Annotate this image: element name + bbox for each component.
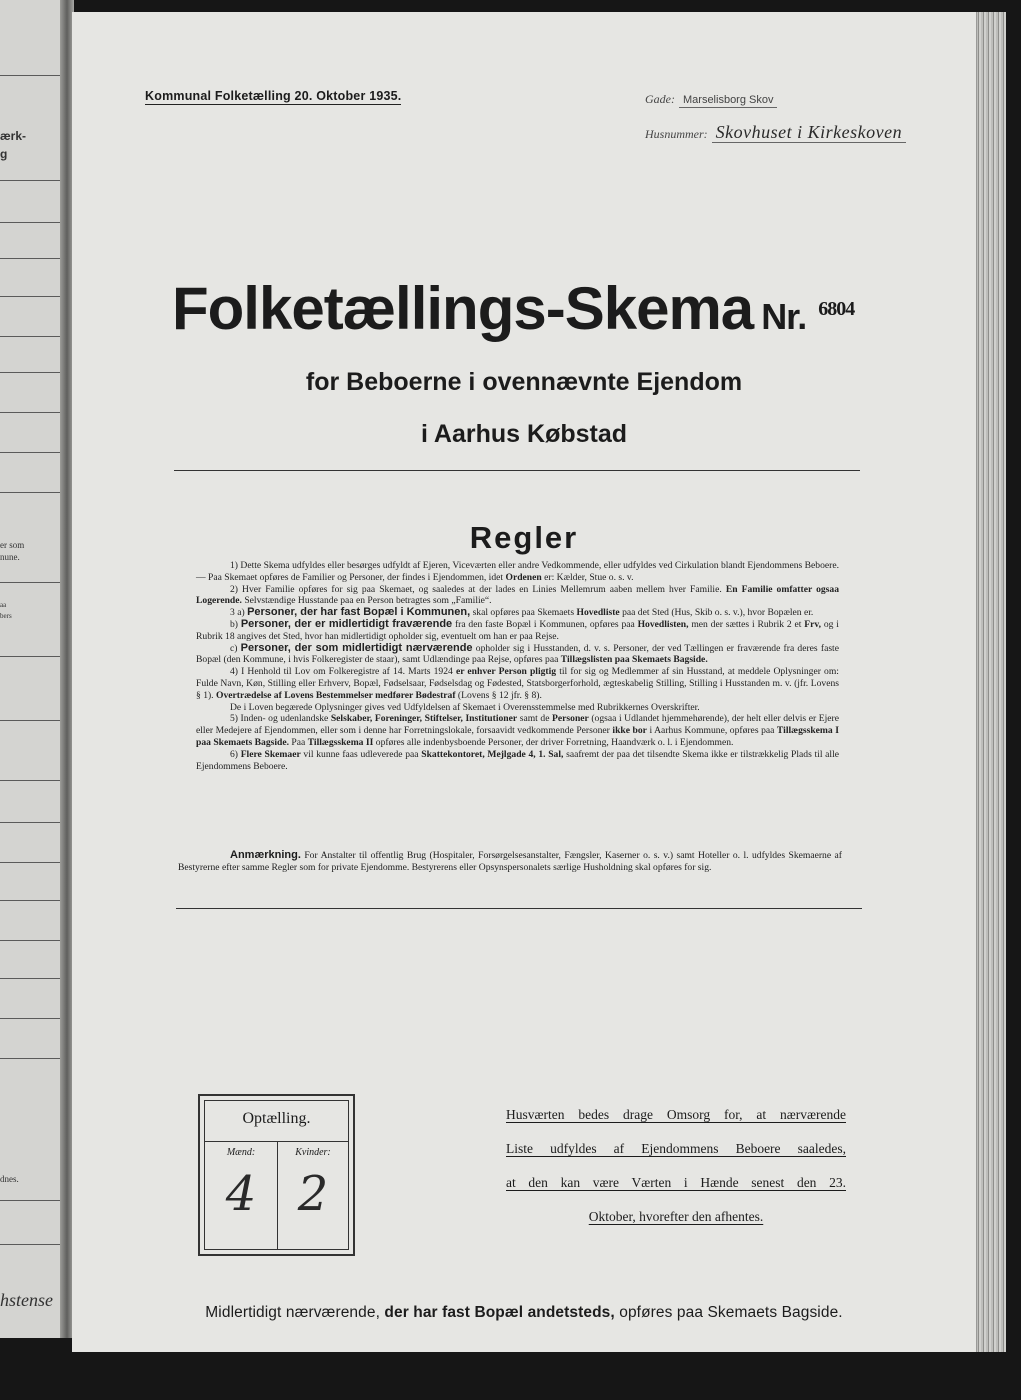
left-rule (0, 492, 60, 493)
notice-line: Husværten bedes drage Omsorg for, at nærværende (506, 1107, 846, 1122)
left-rule (0, 582, 60, 583)
left-fragment-text: g (0, 147, 8, 161)
left-rule (0, 940, 60, 941)
left-rule (0, 75, 60, 76)
left-rule (0, 1058, 60, 1059)
form-place: i Aarhus Købstad (420, 420, 628, 448)
rule-3b: b) Personer, der er midlertidigt fraværende fra den faste Bopæl i Kommunen, opføres paa Hovedlisten, men der sættes i Rubrik 2 et Frv, og i Rubrik 18 angives det Sted, hvor han midlertidigt opholder sig, eventuelt om han er paa Rejse. (196, 617, 839, 642)
divider (176, 908, 862, 909)
rule-3c: c) Personer, der som midlertidigt nærværende opholder sig i Husstanden, d. v. s. Personer, der ved Tællingen er fraværende fra deres faste Bopæl (den Kommune, i hvis Folkeregister de staar), samt Udlændinge paa Rejse, opføres paa Tillægslisten paa Skemaets Bagside. (196, 641, 839, 666)
notice-line: at den kan være Værten i Hænde senest den 23. (506, 1175, 846, 1190)
remark-text: For Anstalter til offentlig Brug (Hospitaler, Forsørgelsesanstalter, Fængsler, Kaserner o. s. v.) samt Hoteller o. l. udfyldes Skemaerne af Bestyrerne efter samme Regler som for private Ejendomme. Bestyrerens eller Opsynspersonalets særlige Husholdning skal opføres for sig. (178, 850, 842, 873)
count-title: Optælling. (242, 1110, 311, 1127)
footer-text: Midlertidigt nærværende, (205, 1304, 380, 1321)
left-rule (0, 412, 60, 413)
street-row (645, 90, 777, 108)
women-count: 2 (297, 1166, 329, 1222)
left-rule (0, 656, 60, 657)
rule-3a: 3 a) Personer, der har fast Bopæl i Kommunen, skal opføres paa Skemaets Hovedliste paa det Sted (Hus, Skib o. s. v.), hvor Bopælen er. (230, 606, 814, 619)
remark (178, 850, 842, 874)
census-form-page (72, 12, 977, 1352)
left-rule (0, 452, 60, 453)
rules-heading: Regler (469, 520, 579, 555)
rule-4: 4) I Henhold til Lov om Folkeregistre af 14. Marts 1924 er enhver Person pligtig til for sig og Medlemmer af sin Husstand, at meddele Oplysninger om: Fulde Navn, Køn, Stilling eller Erhverv, Bopæl, Fødselsaar, Fødselsdag og Fødested, Statsborgerforhold, ægteskabelig Stilling, Stilling i Husstanden m. v. (jfr. Lovens § 1). Overtrædelse af Lovens Bestemmelser medfører Bødestraf (Lovens § 12 jfr. § 8). (196, 666, 839, 701)
left-page-fragment (0, 0, 66, 1338)
left-rule (0, 180, 60, 181)
rule-6: 6) Flere Skemaer vil kunne faas udleverede paa Skattekontoret, Mejlgade 4, 1. Sal, saafremt der paa det tilsendte Skema ikke er tilstrækkelig Plads til alle Ejendommens Beboere. (196, 748, 840, 772)
left-fragment-text: bers (0, 612, 12, 620)
left-rule (0, 258, 60, 259)
notice-line: Oktober, hvorefter den afhentes. (588, 1209, 764, 1224)
street-value: Marselisborg Skov (679, 94, 777, 108)
house-number-row (645, 122, 906, 143)
rule-5: 5) Inden- og udenlandske Selskaber, Foreninger, Stiftelser, Institutioner samt de Personer (ogsaa i Udlandet hjemmehørende), der helt eller delvis er Ejere eller Medejere af Ejendommen, eller som i denne har Forretningslokale, forsaavidt vedkommende Personer ikke bor i Aarhus Kommune, opføres paa Tillægsskema I paa Skemaets Bagside. Paa Tillægsskema II opføres alle indenbysboende Personer, der driver Forretning, Haandværk o. l. i Ejendommen. (196, 713, 839, 748)
left-fragment-text: ærk- (0, 129, 27, 143)
rule-1: 1) Dette Skema udfyldes eller besørges udfyldt af Ejeren, Viceværten eller andre Vedkommende, eller udfyldes ved Cirkulation blandt Ejendommens Beboere. — Paa Skemaet opføres de Familier og Personer, der findes i Ejendommen, idet Ordenen er: Kælder, Stue o. s. v. (196, 560, 839, 583)
census-title: Kommunal Folketælling 20. Oktober 1935. (145, 89, 402, 103)
left-rule (0, 1200, 60, 1201)
left-fragment-text: er som (0, 540, 25, 550)
form-number-label: Nr. (761, 296, 807, 337)
form-title (172, 274, 855, 343)
rule-2: 2) Hver Familie opføres for sig paa Skemaet, og saaledes at der lades en Linies Mellemrum aaben mellem hver Familie. En Familie omfatter ogsaa Logerende. Selvstændige Husstande paa en Person betragtes som „Familie“. (196, 583, 839, 607)
left-rule (0, 780, 60, 781)
left-rule (0, 862, 60, 863)
left-rule (0, 1018, 60, 1019)
street-label: Gade: (645, 92, 675, 106)
notice-line: Liste udfyldes af Ejendommens Beboere saaledes, (506, 1141, 846, 1156)
left-fragment-text: aa (0, 601, 7, 609)
rules-text (196, 560, 839, 772)
footer-bold: der har fast Bopæl andetsteds, (384, 1304, 615, 1321)
house-number-label: Husnummer: (645, 127, 708, 141)
count-box (198, 1094, 355, 1256)
left-fragment-text: dnes. (0, 1174, 19, 1184)
page-stack-edge (976, 12, 1006, 1352)
left-rule (0, 822, 60, 823)
left-handwriting: hstense (0, 1290, 53, 1310)
house-number-value: Skovhuset i Kirkeskoven (712, 122, 906, 143)
form-title-main: Folketællings-Skema (172, 275, 754, 342)
footer-text: opføres paa Skemaets Bagside. (619, 1304, 843, 1321)
left-rule (0, 336, 60, 337)
left-rule (0, 720, 60, 721)
form-subtitle: for Beboerne i ovennævnte Ejendom (305, 368, 743, 396)
divider (174, 470, 860, 471)
left-rule (0, 296, 60, 297)
remark-label: Anmærkning. (230, 849, 301, 861)
men-label: Mænd: (226, 1147, 256, 1158)
left-rule (0, 978, 60, 979)
men-count: 4 (225, 1166, 257, 1222)
women-label: Kvinder: (295, 1147, 331, 1158)
left-rule (0, 372, 60, 373)
left-rule (0, 900, 60, 901)
left-fragment-text: nune. (0, 552, 20, 562)
left-rule (0, 1244, 60, 1245)
landlord-notice (506, 1098, 846, 1234)
left-rule (0, 222, 60, 223)
rule-4b: De i Loven begærede Oplysninger gives ved Udfyldelsen af Skemaet i Overensstemmelse med Rubrikkernes Overskrifter. (230, 701, 700, 713)
form-number-value: 6804 (818, 298, 855, 320)
footer-note (72, 1304, 976, 1322)
